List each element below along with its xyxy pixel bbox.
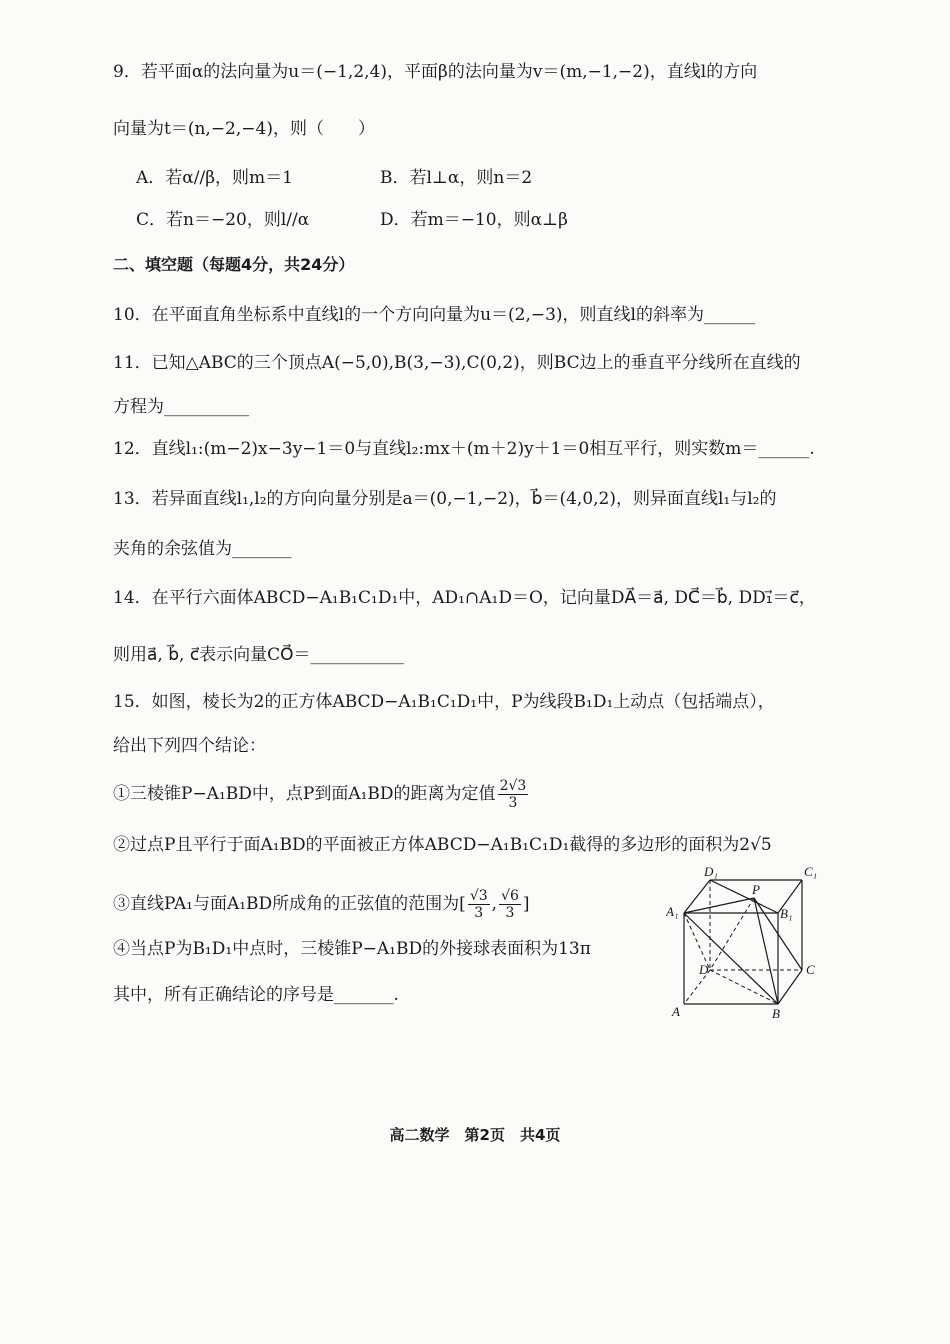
q9-option-a: A．若α//β，则m＝1 (136, 168, 293, 188)
q14-line1: 14．在平行六面体ABCD−A₁B₁C₁D₁中，AD₁∩A₁D＝O，记向量DA⃗＝a⃗, DC⃗＝b⃗, DD₁⃗＝c⃗， (113, 588, 816, 608)
cube-figure (666, 862, 836, 1022)
range-end: ] (522, 894, 530, 914)
q11-line2: 方程为__________ (113, 397, 249, 417)
q9-line1: 9．若平面α的法向量为u＝(−1,2,4)，平面β的法向量为v＝(m,−1,−2)，直线l的方向 (113, 62, 758, 82)
fraction-denominator: 3 (508, 795, 518, 811)
label-d: D (699, 962, 709, 977)
q9-option-c: C．若n＝−20，则l//α (136, 210, 310, 230)
segment-db-hidden (710, 970, 778, 1004)
q15-line1: 15．如图，棱长为2的正方体ABCD−A₁B₁C₁D₁中，P为线段B₁D₁上动点（包括端点）， (113, 692, 775, 712)
fraction-numerator: √6 (501, 888, 519, 904)
q15-conclusion-1 (113, 778, 530, 811)
q10: 10．在平面直角坐标系中直线l的一个方向向量为u＝(2,−3)，则直线l的斜率为______ (113, 305, 755, 325)
fraction-denominator: 3 (505, 905, 515, 921)
fraction-sqrt6-over-3 (499, 888, 521, 921)
section-fill-in-title: 二、填空题（每题4分，共24分） (113, 255, 355, 274)
q15-conclusion-3 (113, 888, 530, 921)
conclusion-1-text: ①三棱锥P−A₁BD中，点P到面A₁BD的距离为定值 (113, 784, 496, 804)
label-a: A (672, 1004, 680, 1019)
q9-option-b: B．若l⊥α，则n＝2 (380, 168, 533, 188)
label-d1: D₁ (704, 864, 718, 879)
fraction-2sqrt3-over-3 (498, 778, 529, 811)
label-a1: A₁ (666, 904, 679, 919)
q15-answer-prompt: 其中，所有正确结论的序号是_______. (113, 985, 399, 1005)
segment-b1d1 (710, 880, 778, 913)
q13-line2: 夹角的余弦值为_______ (113, 539, 292, 559)
segment-pb (754, 898, 778, 1004)
fraction-numerator: 2√3 (499, 778, 527, 794)
fraction-numerator: √3 (469, 888, 488, 904)
edge-bc (778, 970, 802, 1004)
q9-option-d: D．若m＝−10，则α⊥β (380, 210, 568, 230)
q14-line2: 则用a⃗, b⃗, c⃗表示向量CO⃗＝___________ (113, 645, 405, 665)
label-b1: B₁ (780, 906, 793, 921)
q15-conclusion-4: ④当点P为B₁D₁中点时，三棱锥P−A₁BD的外接球表面积为13π (113, 939, 591, 959)
label-b: B (772, 1006, 780, 1021)
q11-line1: 11．已知△ABC的三个顶点A(−5,0),B(3,−3),C(0,2)，则BC边上的垂直平分线所在直线的 (113, 353, 801, 373)
q15-line2: 给出下列四个结论： (113, 736, 266, 756)
label-c1: C₁ (804, 864, 818, 879)
q12: 12．直线l₁:(m−2)x−3y−1＝0与直线l₂:mx＋(m＋2)y＋1＝0相互平行，则实数m＝______. (113, 439, 815, 459)
q9-line2: 向量为t＝(n,−2,−4)，则（ ） (113, 119, 375, 139)
page-footer: 高二数学 第2页 共4页 (389, 1126, 561, 1144)
fraction-denominator: 3 (474, 905, 484, 921)
q15-conclusion-2: ②过点P且平行于面A₁BD的平面被正方体ABCD−A₁B₁C₁D₁截得的多边形的面积为2√5 (113, 835, 772, 855)
q13-line1: 13．若异面直线l₁,l₂的方向向量分别是a＝(0,−1,−2)，b⃗＝(4,0,2)，则异面直线l₁与l₂的 (113, 489, 777, 509)
segment-a1b (684, 913, 778, 1004)
label-p: P (752, 882, 760, 897)
label-c: C (806, 962, 815, 977)
fraction-sqrt3-over-3 (468, 888, 490, 921)
conclusion-3-text: ③直线PA₁与面A₁BD所成角的正弦值的范围为[ (113, 894, 466, 914)
range-separator: , (491, 894, 498, 914)
